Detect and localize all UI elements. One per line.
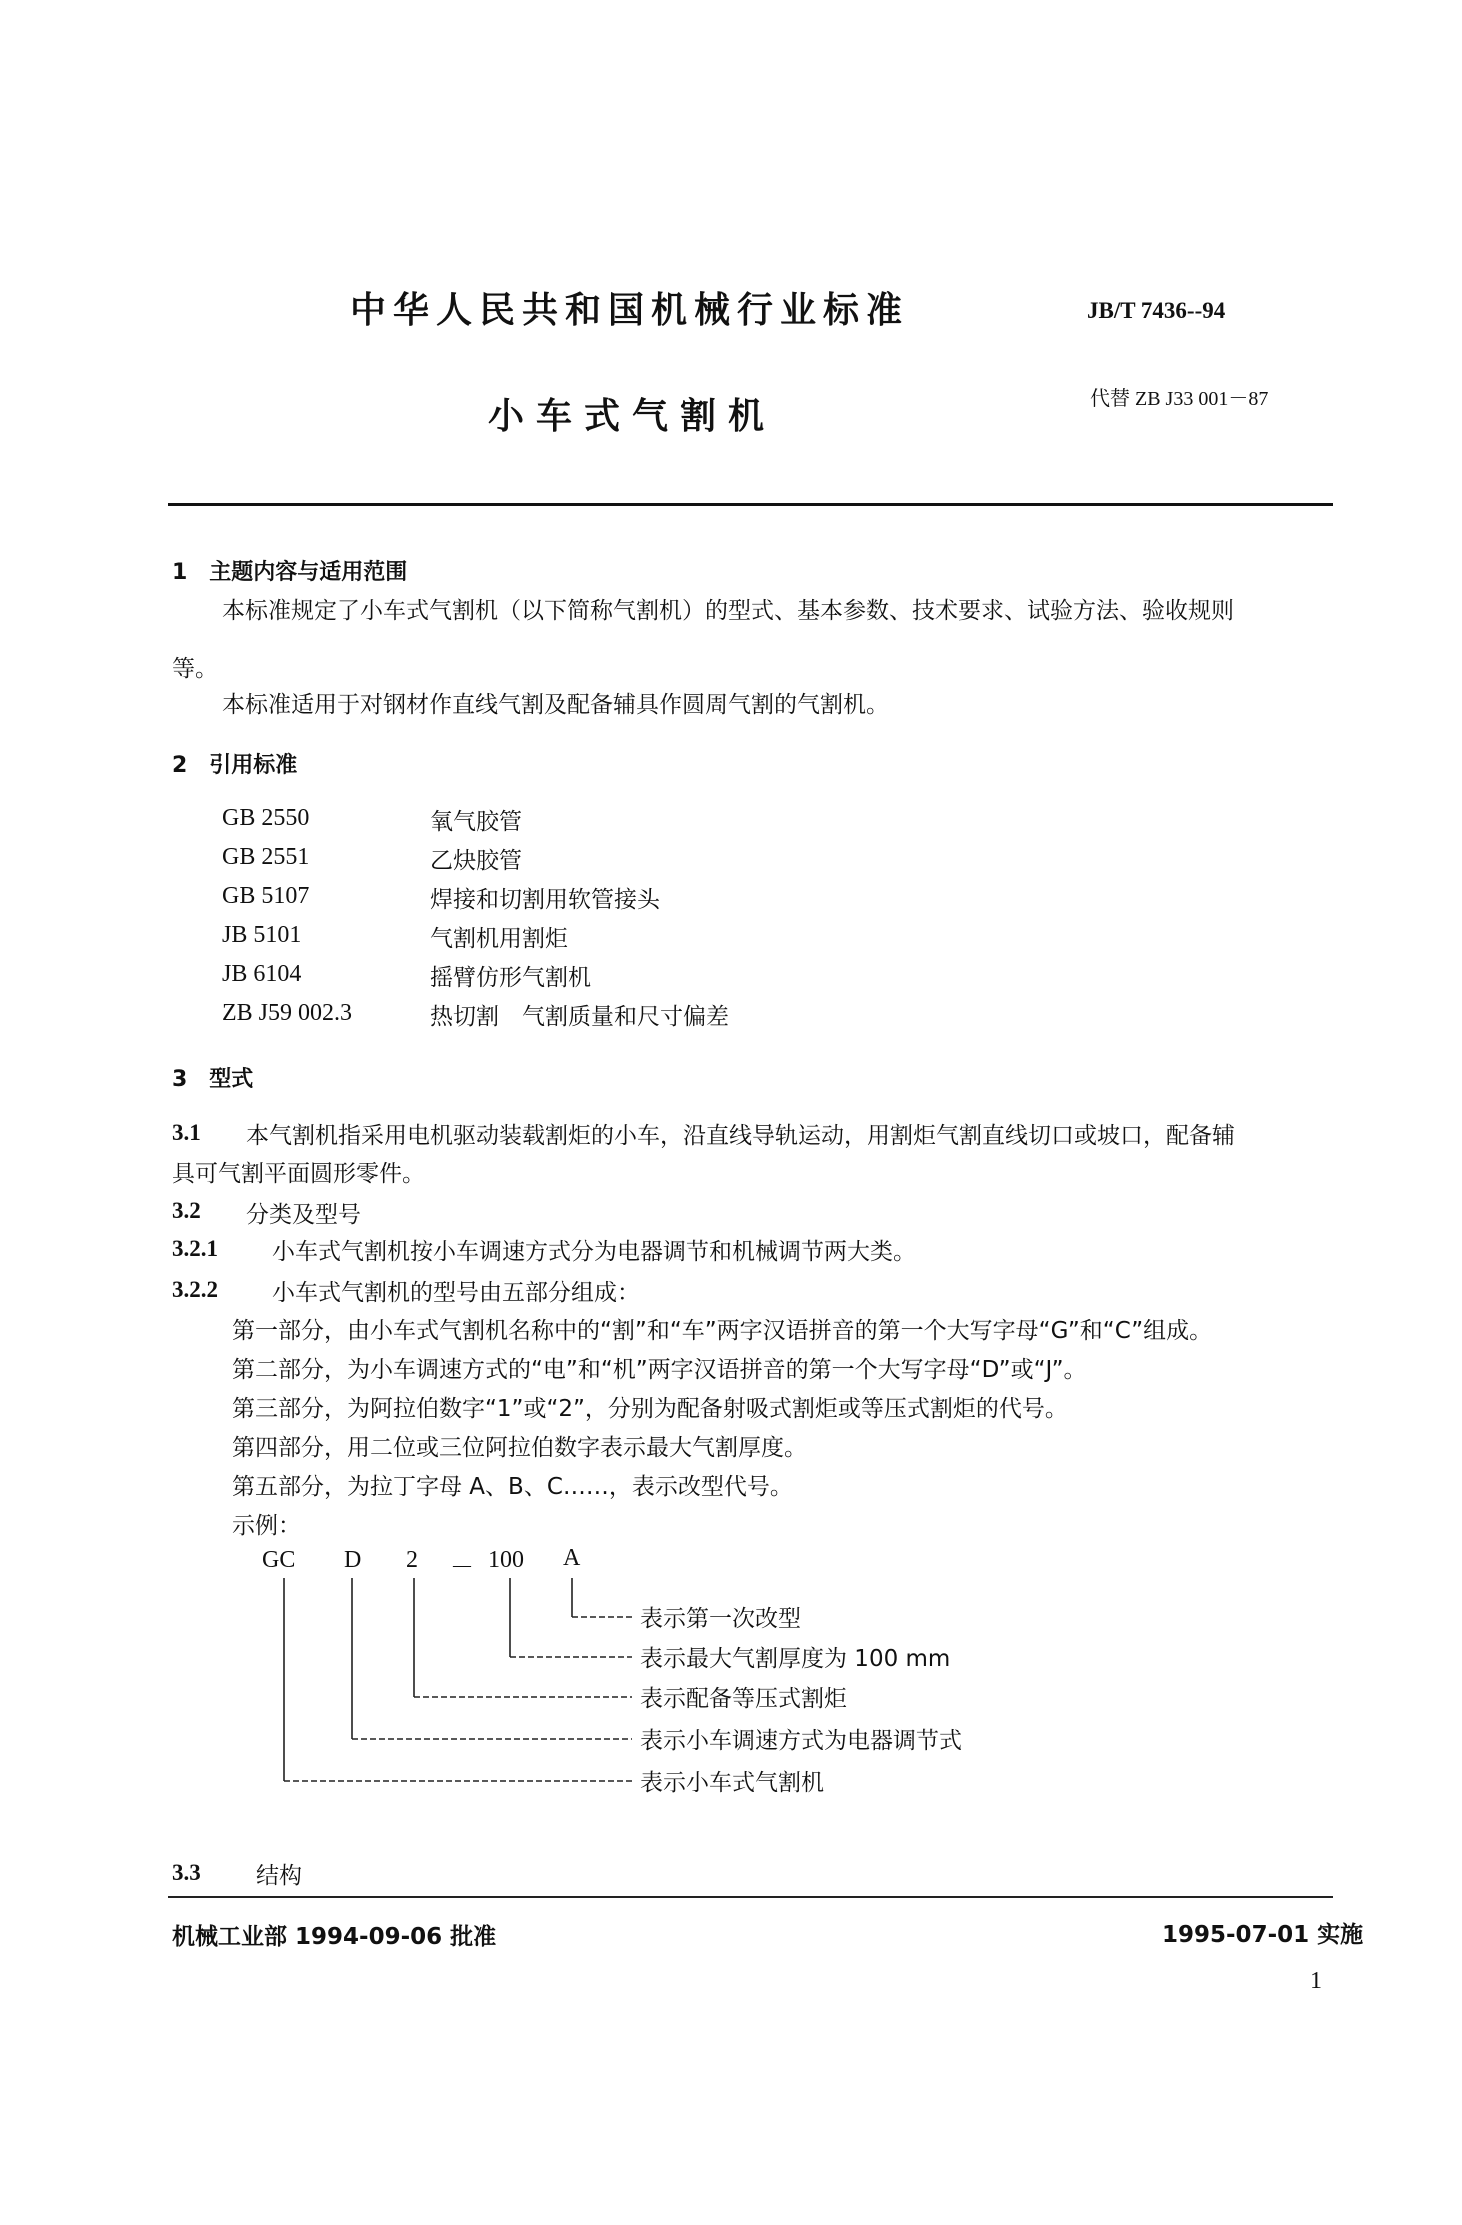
ref-code: JB 6104	[222, 961, 302, 987]
ref-code: ZB J59 002.3	[222, 1000, 353, 1026]
model-part-4: 第四部分，用二位或三位阿拉伯数字表示最大气割厚度。	[232, 1435, 807, 1461]
section-3-heading: 3 型式	[172, 1067, 254, 1092]
footer-rule	[168, 1896, 1333, 1898]
clause-number: 3.2.2	[172, 1277, 218, 1302]
approval-line: 机械工业部 1994-09-06 批准	[172, 1924, 497, 1950]
replaces-standard: 代替 ZB J33 001－87	[1090, 388, 1269, 410]
page-number: 1	[1310, 1968, 1322, 1994]
ref-code: GB 5107	[222, 883, 310, 909]
clause-number: 3.1	[172, 1120, 201, 1145]
clause-3-2-text: 分类及型号	[246, 1202, 361, 1228]
legend-revision: 表示第一次改型	[640, 1606, 801, 1632]
ref-code: GB 2550	[222, 805, 310, 831]
clause-3-3-text: 结构	[256, 1863, 302, 1889]
model-part-2: 第二部分，为小车调速方式的“电”和“机”两字汉语拼音的第一个大写字母“D”或“J”。	[232, 1357, 1087, 1383]
clause-number: 3.2.1	[172, 1236, 218, 1261]
ref-code: GB 2551	[222, 844, 310, 870]
model-part-5: 第五部分，为拉丁字母 A、B、C……，表示改型代号。	[232, 1474, 793, 1500]
legend-torch-type: 表示配备等压式割炬	[640, 1686, 847, 1712]
effective-date: 1995-07-01 实施	[1162, 1922, 1364, 1948]
ref-code: JB 5101	[222, 922, 302, 948]
standard-code: JB/T 7436--94	[1087, 298, 1226, 323]
clause-number: 3.2	[172, 1198, 201, 1223]
clause-3-2-1-text: 小车式气割机按小车调速方式分为电器调节和机械调节两大类。	[272, 1239, 916, 1265]
section-1-paragraph-1-line-2: 等。	[172, 656, 218, 682]
ref-title: 气割机用割炬	[430, 926, 568, 952]
section-2-heading: 2 引用标准	[172, 753, 298, 778]
model-code-gc: GC	[262, 1547, 296, 1573]
model-code-a: A	[563, 1545, 581, 1571]
standard-category-title: 中华人民共和国机械行业标准	[350, 290, 910, 331]
model-part-1: 第一部分，由小车式气割机名称中的“割”和“车”两字汉语拼音的第一个大写字母“G”和“C”组成。	[232, 1318, 1213, 1344]
clause-number: 3.3	[172, 1860, 201, 1885]
model-part-3: 第三部分，为阿拉伯数字“1”或“2”，分别为配备射吸式割炬或等压式割炬的代号。	[232, 1396, 1068, 1422]
clause-3-1-line-1: 本气割机指采用电机驱动装载割炬的小车，沿直线导轨运动，用割炬气割直线切口或坡口，配备辅	[246, 1123, 1235, 1149]
ref-title: 摇臂仿形气割机	[430, 965, 591, 991]
clause-3-1-line-2: 具可气割平面圆形零件。	[172, 1161, 425, 1187]
model-code-d: D	[344, 1547, 362, 1573]
example-label: 示例：	[232, 1513, 301, 1539]
clause-3-2-2-text: 小车式气割机的型号由五部分组成：	[272, 1280, 640, 1306]
model-code-dash: －	[450, 1555, 474, 1581]
document-title: 小车式气割机	[488, 396, 777, 437]
model-code-100: 100	[488, 1547, 524, 1573]
ref-title: 氧气胶管	[430, 809, 522, 835]
ref-title: 乙炔胶管	[430, 848, 522, 874]
model-code-2: 2	[406, 1547, 418, 1573]
section-1-paragraph-1-line-1: 本标准规定了小车式气割机（以下简称气割机）的型式、基本参数、技术要求、试验方法、验收规则	[222, 598, 1234, 624]
ref-title: 热切割 气割质量和尺寸偏差	[430, 1004, 729, 1030]
section-1-paragraph-2: 本标准适用于对钢材作直线气割及配备辅具作圆周气割的气割机。	[222, 692, 889, 718]
legend-speed-control: 表示小车调速方式为电器调节式	[640, 1728, 962, 1754]
ref-title: 焊接和切割用软管接头	[430, 887, 660, 913]
section-1-heading: 1 主题内容与适用范围	[172, 560, 408, 585]
legend-machine-type: 表示小车式气割机	[640, 1770, 824, 1796]
legend-max-thickness: 表示最大气割厚度为 100 mm	[640, 1646, 951, 1672]
